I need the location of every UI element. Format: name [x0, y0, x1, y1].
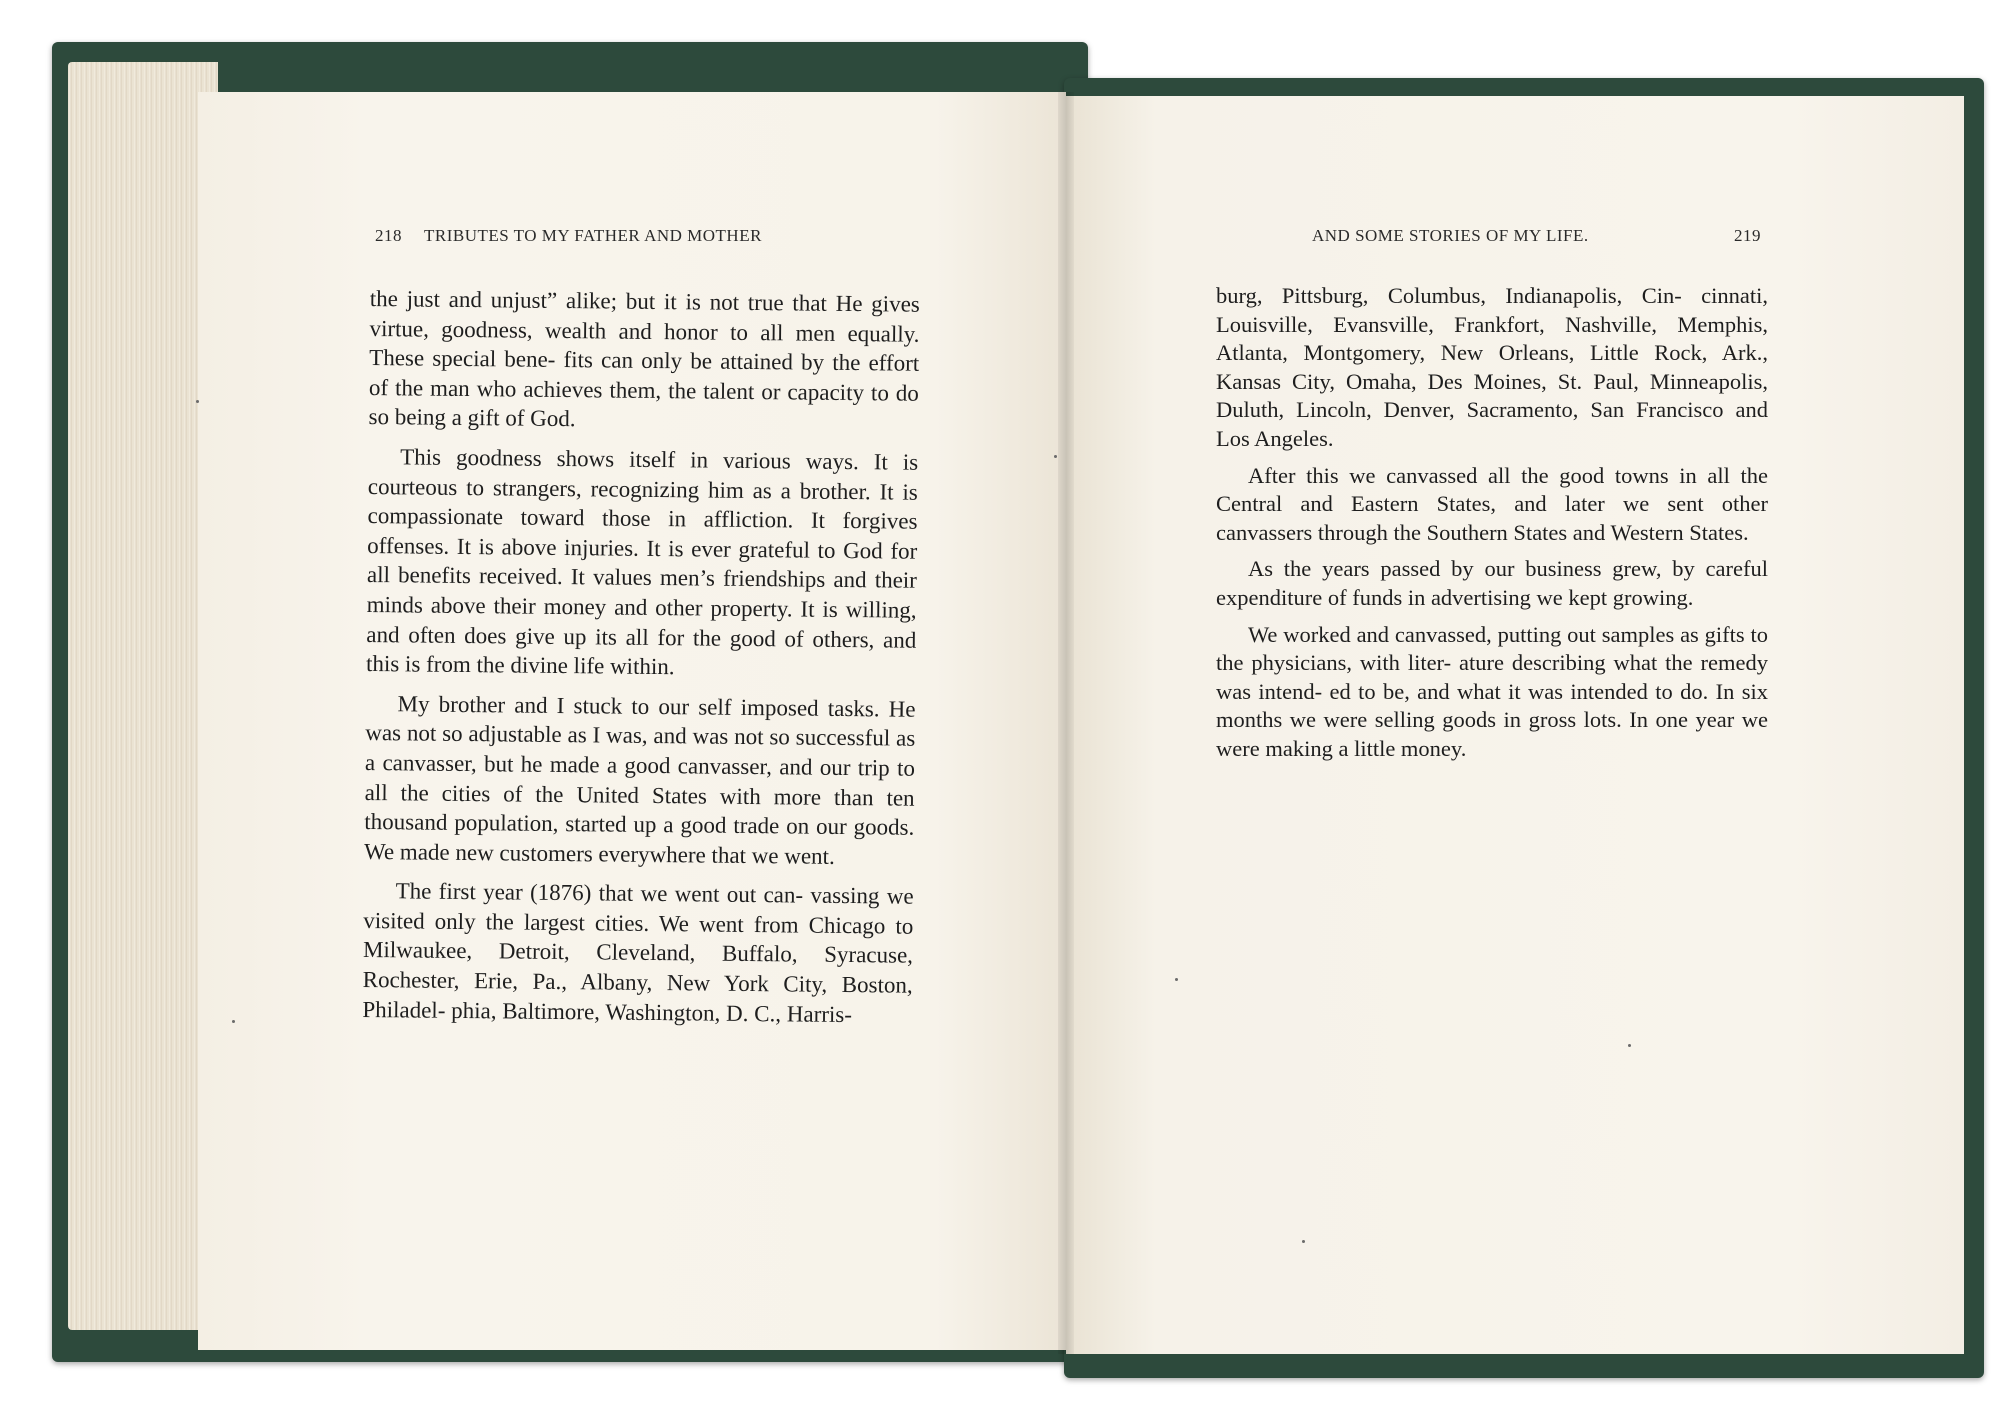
paragraph: My brother and I stuck to our self imposed tasks. He was not so adjustable as I was, and was not so successful as a canvasser, but he made a good canvasser, and our trip to all the cities of the United States with more than ten thousand population, started up a good trade on our goods. We made new customers everywhere that we went.	[363, 691, 916, 869]
paragraph: We worked and canvassed, putting out samples as gifts to the physicians, with liter- ature describing what the remedy was intend- ed to be, and what it was intended to do. In six months we were selling goods in gross lots. In one year we were making a little money.	[1216, 621, 1768, 761]
paragraph: As the years passed by our business grew, by careful expenditure of funds in advertising we kept growing.	[1216, 556, 1768, 610]
page-edges	[68, 62, 218, 1330]
right-running-title: AND SOME STORIES OF MY LIFE.	[1312, 226, 1589, 245]
left-page-text	[362, 284, 920, 1040]
right-running-head	[1312, 226, 1761, 246]
paper-speck	[196, 400, 199, 403]
paragraph: burg, Pittsburg, Columbus, Indianapolis, Cin- cinnati, Louisville, Evansville, Frankfort, Nashville, Memphis, Atlanta, Montgomery, New Orleans, Little Rock, Ark., Kansas City, Omaha, Des Moines, St. Paul, Minneapolis, Duluth, Lincoln, Denver, Sacramento, San Francisco and Los Angeles.	[1216, 283, 1768, 451]
paragraph: the just and unjust” alike; but it is not true that He gives virtue, goodness, wealth and honor to all men equally. These special bene- fits can only be attained by the effort of the man who achieves them, the talent or capacity to do so being a gift of God.	[368, 285, 920, 432]
right-page-number: 219	[1734, 226, 1761, 245]
paragraph: The first year (1876) that we went out can- vassing we visited only the largest cities. We went from Chicago to Milwaukee, Detroit, Cleveland, Buffalo, Syracuse, Rochester, Erie, Pa., Albany, New York City, Boston, Philadel- phia, Baltimore, Washington, D. C., Harris-	[362, 878, 914, 1027]
paper-speck	[1628, 1044, 1631, 1047]
paragraph: This goodness shows itself in various ways. It is courteous to strangers, recognizing him as a brother. It is compassionate toward those in affliction. It forgives offenses. It is above injuries. It is ever grateful to God for all benefits received. It values men’s friendships and their minds above their money and other property. It is willing, and often does give up its all for the good of others, and this is from the divine life within.	[365, 444, 919, 680]
paper-speck	[1302, 1240, 1305, 1243]
paper-speck	[1054, 455, 1057, 458]
paper-speck	[1175, 978, 1178, 981]
left-running-title: TRIBUTES TO MY FATHER AND MOTHER	[424, 226, 762, 245]
left-page-number: 218	[375, 226, 402, 245]
right-page-text	[1216, 282, 1768, 772]
book-gutter	[1058, 92, 1074, 1354]
paragraph: After this we canvassed all the good towns in all the Central and Eastern States, and later we sent other canvassers through the Southern States and Western States.	[1216, 462, 1768, 545]
paper-speck	[232, 1020, 235, 1023]
left-running-head	[375, 226, 762, 246]
